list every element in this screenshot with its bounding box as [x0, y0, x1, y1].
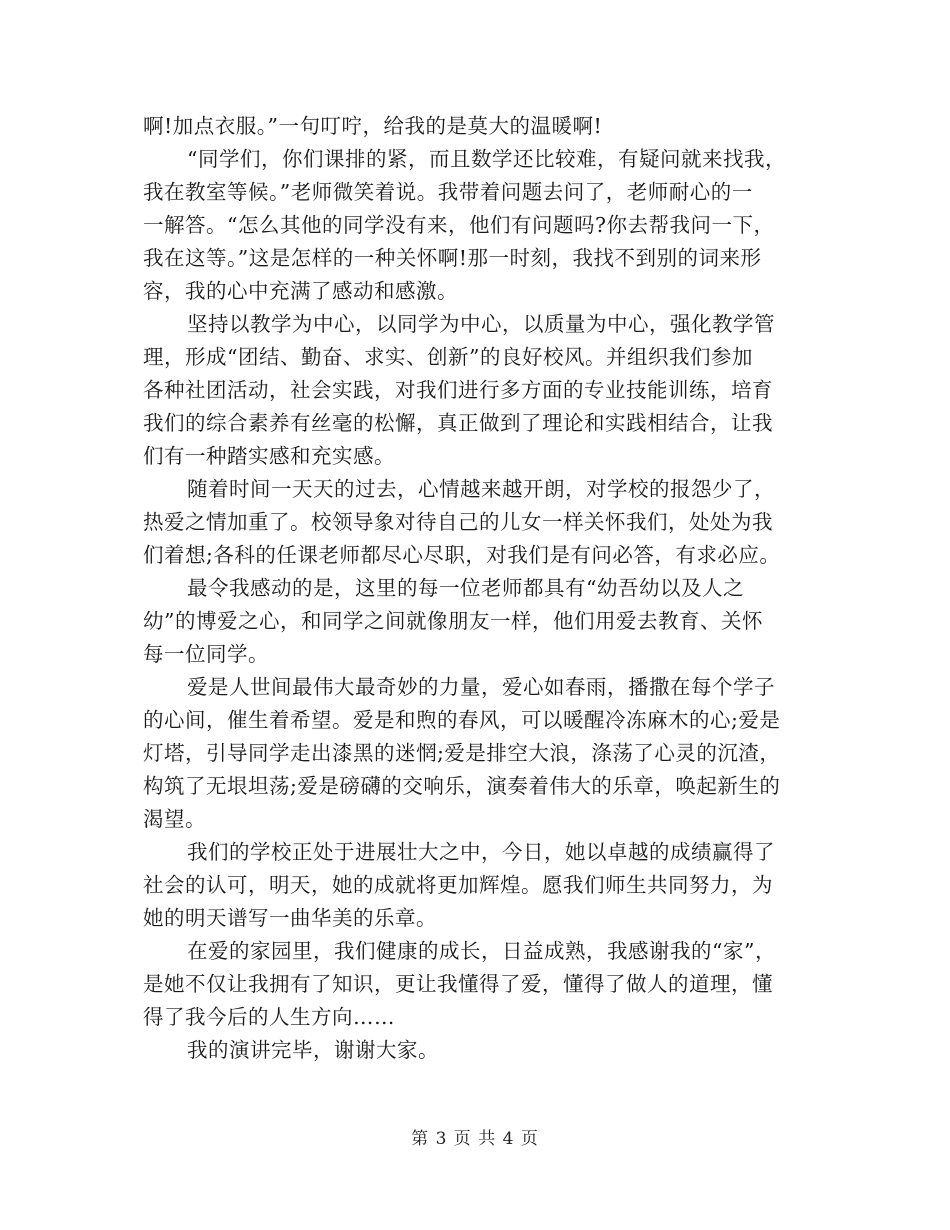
text-line: 坚持以教学为中心，以同学为中心，以质量为中心，强化教学管 [187, 312, 775, 336]
text-line: 们有一种踏实感和充实感。 [143, 444, 395, 468]
text-line: 热爱之情加重了。校领导象对待自己的儿女一样关怀我们，处处为我 [143, 510, 773, 534]
text-line: 每一位同学。 [143, 642, 269, 666]
text-line: 我在这等。”这是怎样的一种关怀啊!那一时刻，我找不到别的词来形 [143, 246, 762, 270]
text-line: 我们的学校正处于进展壮大之中，今日，她以卓越的成绩赢得了 [187, 840, 775, 864]
text-line: 在爱的家园里，我们健康的成长，日益成熟，我感谢我的“家”， [187, 939, 776, 963]
text-line: 的心间，催生着希望。爱是和煦的春风，可以暖醒冷冻麻木的心;爱是 [143, 708, 781, 732]
text-line: 最令我感动的是，这里的每一位老师都具有“幼吾幼以及人之 [187, 576, 744, 600]
text-line: 我们的综合素养有丝毫的松懈，真正做到了理论和实践相结合，让我 [143, 411, 773, 435]
text-line: 构筑了无垠坦荡;爱是磅礴的交响乐，演奏着伟大的乐章，唤起新生的 [143, 774, 781, 798]
page-number-footer: 第 3 页 共 4 页 [411, 1129, 539, 1149]
text-line: 随着时间一天天的过去，心情越来越开朗，对学校的报怨少了， [187, 477, 775, 501]
text-line: 爱是人世间最伟大最奇妙的力量，爱心如春雨，播撒在每个学子 [187, 675, 775, 699]
text-line: 一解答。“怎么其他的同学没有来，他们有问题吗?你去帮我问一下， [143, 213, 775, 237]
text-line: 我的演讲完毕，谢谢大家。 [187, 1038, 439, 1062]
text-line: 容，我的心中充满了感动和感激。 [143, 279, 458, 303]
text-line: “同学们，你们课排的紧，而且数学还比较难，有疑问就来找我， [187, 147, 786, 171]
text-line: 各种社团活动，社会实践，对我们进行多方面的专业技能训练，培育 [143, 378, 773, 402]
text-line: 理，形成“团结、勤奋、求实、创新”的良好校风。并组织我们参加 [143, 345, 753, 369]
text-line: 啊!加点衣服。”一句叮咛，给我的是莫大的温暖啊! [143, 114, 603, 138]
text-line: 得了我今后的人生方向…… [143, 1005, 395, 1029]
text-line: 灯塔，引导同学走出漆黑的迷惘;爱是排空大浪，涤荡了心灵的沉渣， [143, 741, 781, 765]
text-line: 们着想;各科的任课老师都尽心尽职，对我们是有问必答，有求必应。 [143, 543, 781, 567]
text-line: 我在教室等候。”老师微笑着说。我带着问题去问了，老师耐心的一 [143, 180, 753, 204]
text-line: 幼”的博爱之心，和同学之间就像朋友一样，他们用爱去教育、关怀 [143, 609, 763, 633]
text-line: 她的明天谱写一曲华美的乐章。 [143, 906, 437, 930]
text-line: 社会的认可，明天，她的成就将更加辉煌。愿我们师生共同努力，为 [143, 873, 773, 897]
text-line: 是她不仅让我拥有了知识，更让我懂得了爱，懂得了做人的道理，懂 [143, 972, 773, 996]
text-line: 渴望。 [143, 807, 206, 831]
